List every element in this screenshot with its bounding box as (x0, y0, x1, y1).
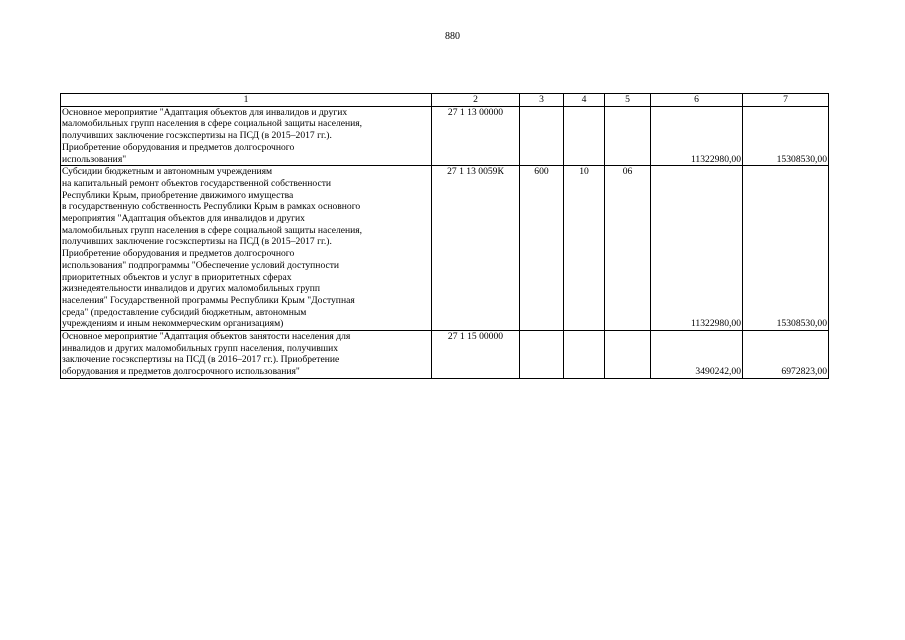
column-header: 5 (605, 94, 651, 107)
column-header: 3 (520, 94, 564, 107)
expense-type-cell (520, 106, 564, 166)
subsection-cell: 06 (605, 166, 651, 331)
header-row (61, 94, 829, 107)
column-header: 1 (61, 94, 432, 107)
amount-cell-col6: 11322980,00 (651, 106, 743, 166)
section-cell: 10 (564, 166, 605, 331)
expense-type-cell: 600 (520, 166, 564, 331)
table-row (61, 166, 829, 331)
target-code-cell: 27 1 13 00000 (432, 106, 520, 166)
column-header: 7 (743, 94, 829, 107)
amount-cell-col6: 3490242,00 (651, 331, 743, 379)
expense-type-cell (520, 331, 564, 379)
page-number: 880 (445, 31, 460, 42)
subsection-cell (605, 106, 651, 166)
section-cell (564, 331, 605, 379)
row-name-cell: Основное мероприятие "Адаптация объектов для инвалидов и других маломобильных групп населения в сфере социальной защиты населения, получивших заключение госэкспертизы на ПСД (в 2015–2017 гг.). Приобретение оборудования и предметов долгосрочного использования" (61, 106, 432, 166)
amount-cell-col7: 15308530,00 (743, 166, 829, 331)
column-header: 6 (651, 94, 743, 107)
row-name-cell: Субсидии бюджетным и автономным учреждениям на капитальный ремонт объектов государственной собственности Республики Крым, приобретение движимого имущества в государственную собственность Республики Крым в рамках основного мероприятия "Адаптация объектов для инвалидов и других маломобильных групп населения в сфере социальной защиты населения, получивших заключение госэкспертизы на ПСД (в 2015–2017 гг.). Приобретение оборудования и предметов долгосрочного использования" подпрограммы "Обеспечение условий доступности приоритетных объектов и услуг в приоритетных сферах жизнедеятельности инвалидов и других маломобильных групп населения" Государственной программы Республики Крым "Доступная среда" (предоставление субсидий бюджетным, автономным учреждениям и иным некоммерческим организациям) (61, 166, 432, 331)
row-name-cell: Основное мероприятие "Адаптация объектов занятости населения для инвалидов и других маломобильных групп населения, получивших заключение госэкспертизы на ПСД (в 2016–2017 гг.). Приобретение оборудования и предметов долгосрочного использования" (61, 331, 432, 379)
amount-cell-col6: 11322980,00 (651, 166, 743, 331)
table-row (61, 331, 829, 379)
column-header: 4 (564, 94, 605, 107)
amount-cell-col7: 6972823,00 (743, 331, 829, 379)
table-row (61, 106, 829, 166)
subsection-cell (605, 331, 651, 379)
target-code-cell: 27 1 15 00000 (432, 331, 520, 379)
amount-cell-col7: 15308530,00 (743, 106, 829, 166)
budget-table (60, 93, 829, 379)
section-cell (564, 106, 605, 166)
column-header: 2 (432, 94, 520, 107)
target-code-cell: 27 1 13 0059К (432, 166, 520, 331)
